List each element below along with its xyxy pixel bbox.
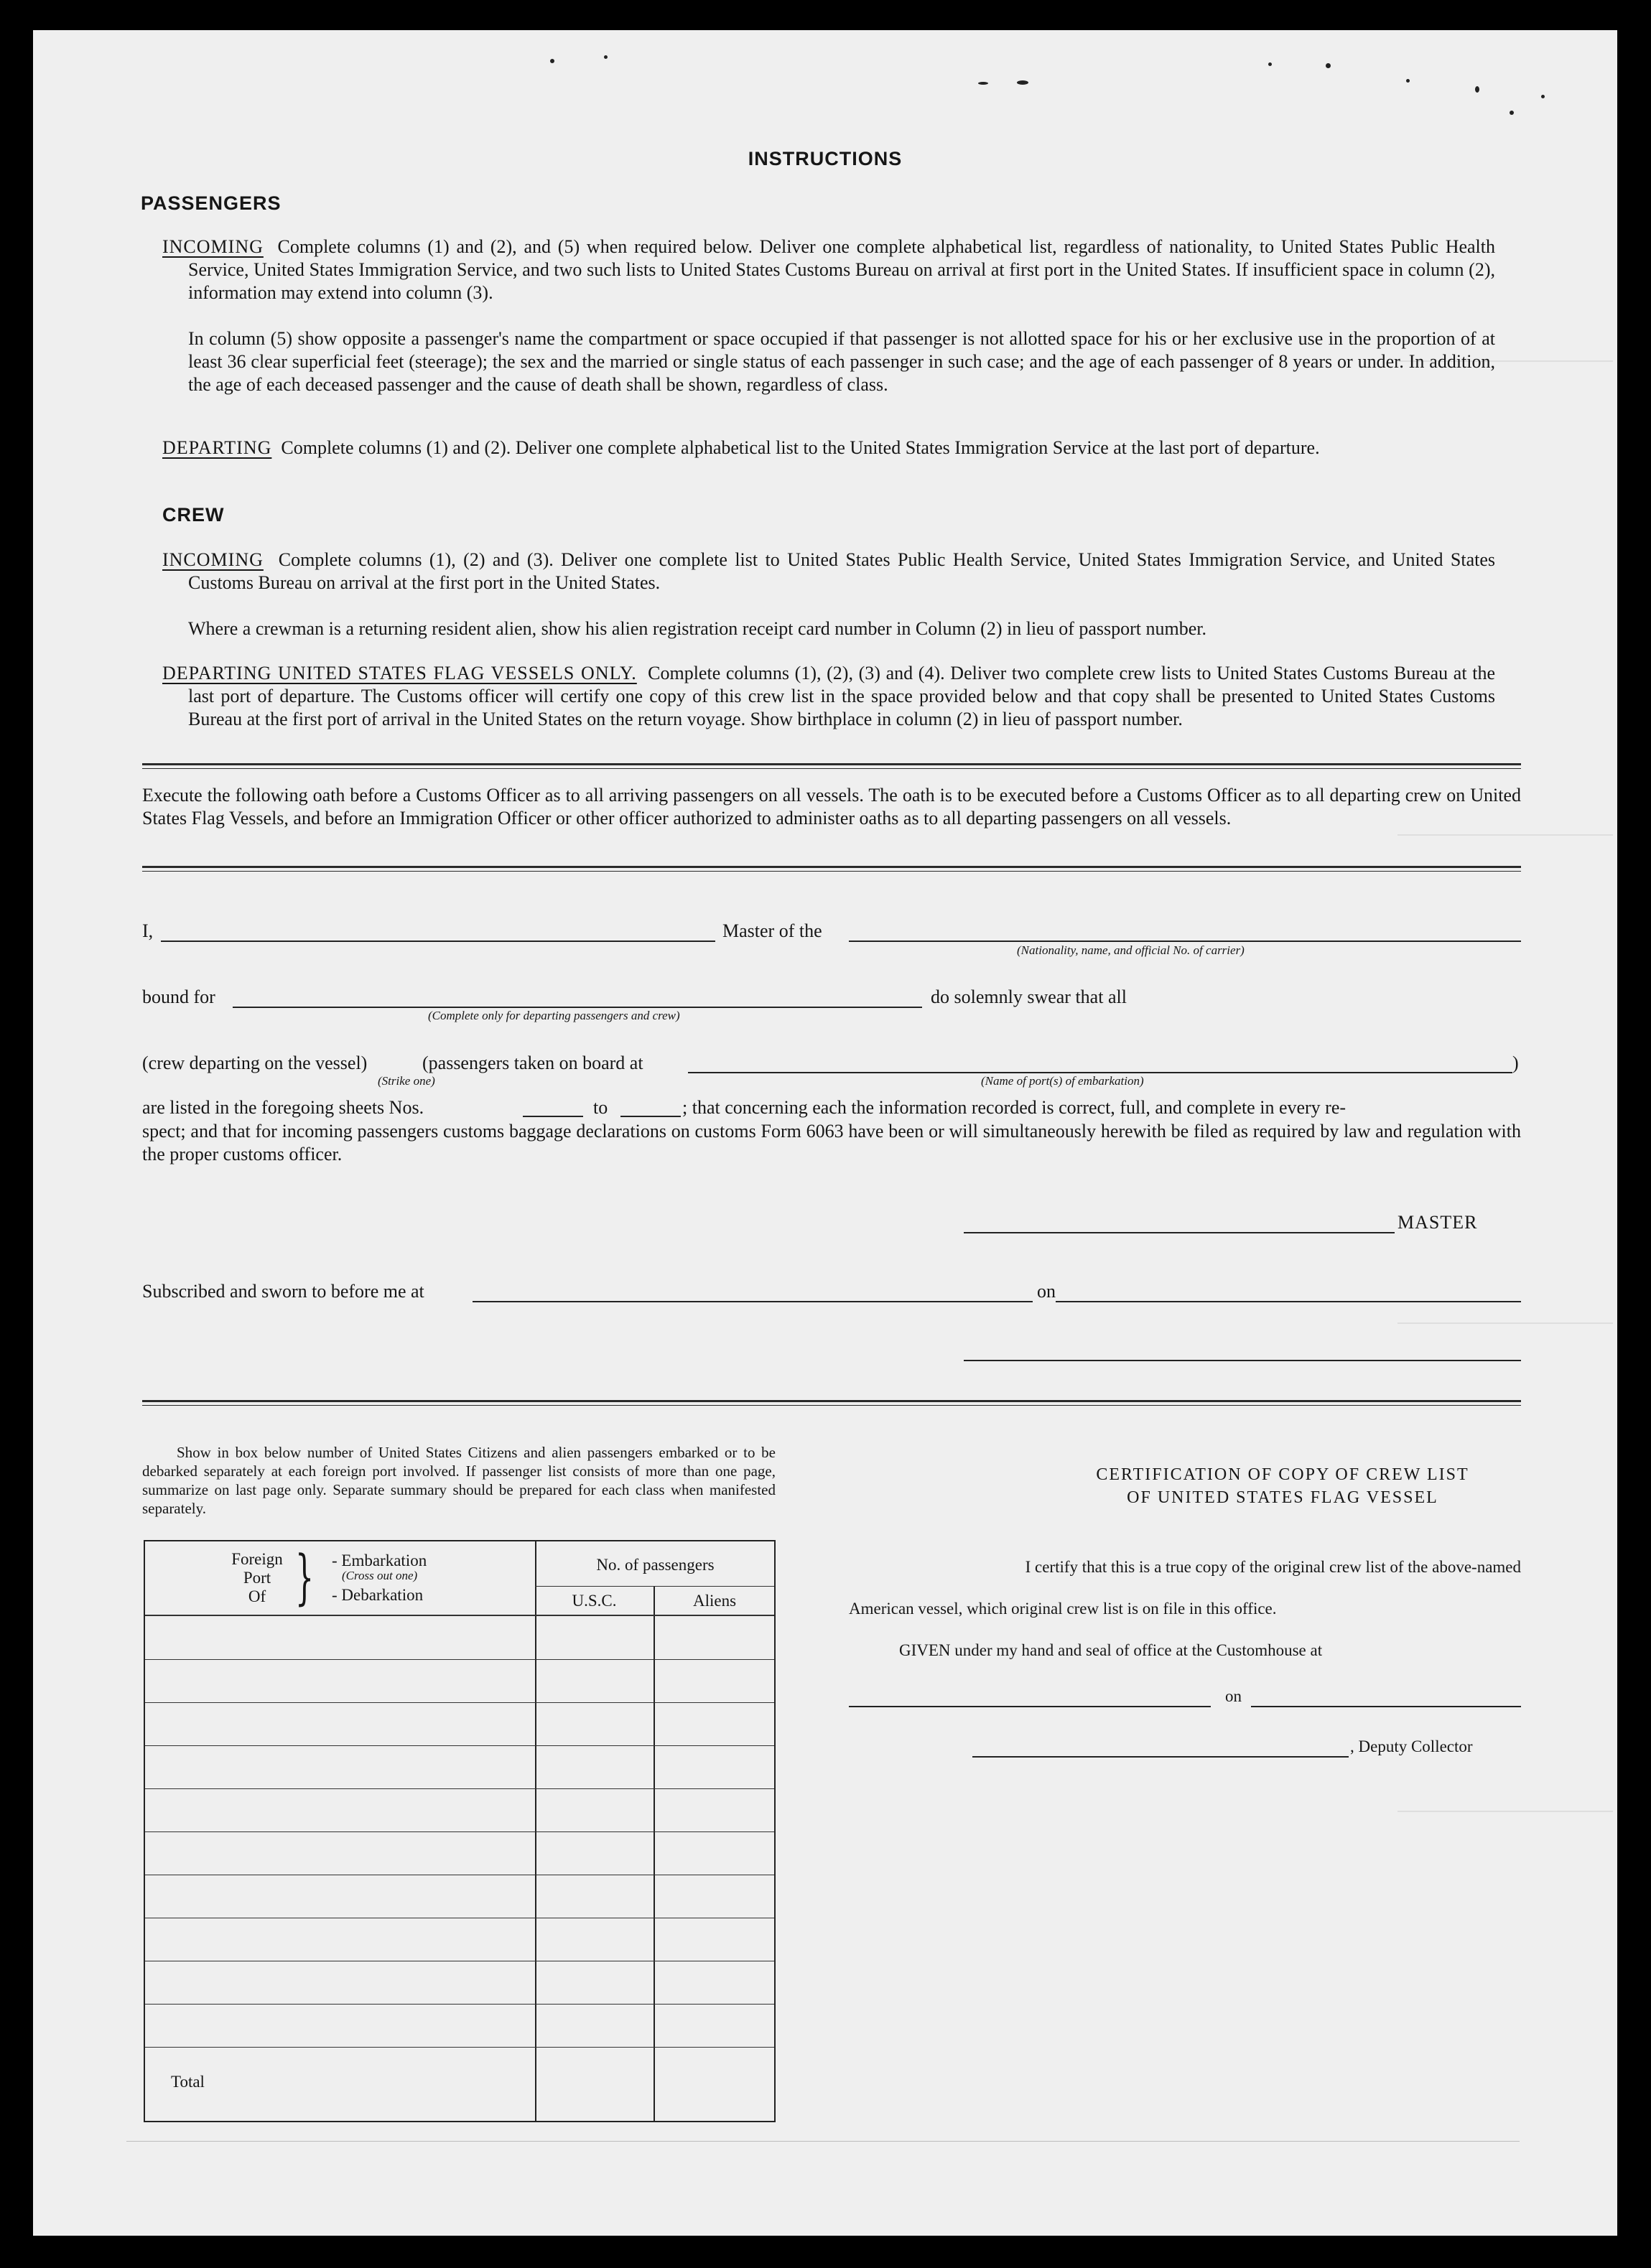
deputy-collector-label: , Deputy Collector [1350, 1737, 1473, 1755]
usc-header: U.S.C. [572, 1592, 617, 1610]
passengers-departing-label: DEPARTING [162, 437, 272, 458]
summary-instructions: Show in box below number of United States Citizens and alien passengers embarked or to be debarked separately at each foreign port involved. If passenger list consists of more than one page, summarize on last page only. Separate summary should be prepared for each class when manifested separately. [142, 1444, 776, 1517]
bound-for-label: bound for [142, 986, 215, 1007]
table-header-bottom [145, 1615, 774, 1616]
close-paren: ) [1512, 1053, 1519, 1073]
bound-for-caption: (Complete only for departing passengers and crew) [428, 1009, 680, 1022]
table-row-line [145, 1831, 774, 1832]
passenger-summary-table [144, 1540, 776, 2122]
crew-departing-text: Complete columns (1), (2), (3) and (4). Deliver two complete crew lists to United States Customs Bureau at the last port of departure. The Customs officer will certify one copy of this crew list in the space provided below and that copy shall be presented to United States Customs Bureau at the first port of arrival in the United States on the return voyage. Show birthplace in column (2) in lieu of passport number. [188, 663, 1495, 729]
oath-intro-paragraph: Execute the following oath before a Customs Officer as to all arriving passengers on all vessels. The oath is to be executed before a Customs Officer as to all departing crew on United States Flag Vessels, and before an Immigration Officer or other officer authorized to administer oaths as to all departing passengers on all vessels. [142, 785, 1521, 829]
page-bottom-bleed-rule [126, 2141, 1520, 2145]
scan-speck [550, 59, 554, 63]
table-header-divider [535, 1586, 774, 1587]
section-divider [142, 1400, 1521, 1406]
instructions-title: INSTRUCTIONS [748, 148, 903, 169]
bleed-through-mark [1397, 1811, 1613, 1812]
certification-on-label: on [1225, 1687, 1242, 1705]
certification-date-field[interactable] [1251, 1706, 1521, 1707]
passengers-incoming-label: INCOMING [162, 236, 264, 257]
certification-heading: CERTIFICATION OF COPY OF CREW LIST [1096, 1465, 1469, 1484]
given-text: GIVEN under my hand and seal of office at the Customhouse at [899, 1641, 1323, 1659]
passengers-incoming-text: Complete columns (1) and (2), and (5) when required below. Deliver one complete alphabetical list, regardless of nationality, to United States Public Health Service, United States Immigration Service, and two such lists to United States Customs Bureau on arrival at first port in the United States. If insufficient space in column (2), information may extend into column (3). [188, 236, 1495, 303]
certify-text-line2: American vessel, which original crew list is on file in this office. [849, 1600, 1277, 1618]
carrier-field[interactable] [849, 941, 1521, 942]
master-name-field[interactable] [161, 941, 715, 942]
table-row-line [145, 2004, 774, 2005]
crew-resident-paragraph: Where a crewman is a returning resident alien, show his alien registration receipt card number in Column (2) in lieu of passport number. [188, 618, 1207, 639]
sworn-on-label: on [1037, 1281, 1056, 1302]
scan-speck [1326, 63, 1331, 68]
embarkation-port-field[interactable] [688, 1072, 1512, 1073]
table-row-line [145, 1659, 774, 1660]
crew-heading: CREW [162, 504, 225, 526]
passengers-incoming-paragraph [162, 235, 1495, 304]
master-label: MASTER [1397, 1212, 1478, 1233]
scan-speck [1017, 80, 1028, 85]
sheets-label-continued: ; that concerning each the information recorded is correct, full, and complete in every re- [682, 1097, 1347, 1118]
form-page [33, 30, 1617, 2236]
foreign-label: Foreign [231, 1550, 283, 1568]
subscribed-label: Subscribed and sworn to before me at [142, 1281, 424, 1302]
passengers-column5-paragraph: In column (5) show opposite a passenger's name the compartment or space occupied if that passenger is not allotted space for his or her exclusive use in the proportion of at least 36 clear superficial feet (steerage); the sex and the married or single status of each passenger in such case; and the age of each passenger of 8 years or under. In addition, the age of each deceased passenger and the cause of death shall be shown, regardless of class. [188, 328, 1495, 395]
officer-signature-field[interactable] [964, 1360, 1521, 1361]
table-row-line [145, 1788, 774, 1789]
bleed-through-mark [1397, 834, 1613, 836]
section-divider [142, 866, 1521, 872]
table-row-line [145, 2047, 774, 2048]
sheets-to-field[interactable] [620, 1116, 681, 1117]
scan-speck [1475, 86, 1479, 93]
brace-glyph: } [295, 1544, 315, 1612]
scan-speck [604, 55, 608, 59]
deputy-collector-signature-field[interactable] [972, 1756, 1349, 1758]
master-of-label: Master of the [722, 920, 822, 941]
section-divider [142, 763, 1521, 769]
strike-one-caption: (Strike one) [378, 1074, 435, 1088]
embarkation-caption: (Name of port(s) of embarkation) [981, 1074, 1144, 1088]
embarkation-option[interactable]: - Embarkation [332, 1551, 427, 1569]
passengers-departing-paragraph [162, 437, 1495, 459]
scan-speck [1268, 62, 1272, 66]
table-row-line [145, 1745, 774, 1746]
crew-departing-option[interactable]: (crew departing on the vessel) [142, 1053, 368, 1073]
master-signature-field[interactable] [964, 1232, 1395, 1233]
debarkation-option[interactable]: - Debarkation [332, 1586, 424, 1604]
baggage-declaration-text: spect; and that for incoming passengers customs baggage declarations on customs Form 6063 have been or will simultaneously herewith be filed as required by law and regulation with the proper customs officer. [142, 1121, 1521, 1165]
certify-text-line1: I certify that this is a true copy of the original crew list of the above-named [1025, 1558, 1521, 1576]
scan-speck [1510, 111, 1514, 115]
certification-subheading: OF UNITED STATES FLAG VESSEL [1127, 1488, 1438, 1507]
table-column-divider [654, 1586, 655, 2121]
port-label: Port [243, 1569, 271, 1587]
crew-incoming-text: Complete columns (1), (2) and (3). Deliver one complete list to United States Public Health Service, United States Immigration Service, and United States Customs Bureau on arrival at the first port in the United States. [188, 549, 1495, 593]
crew-incoming-label: INCOMING [162, 549, 264, 570]
crew-departing-paragraph [162, 662, 1495, 731]
solemnly-swear-label: do solemnly swear that all [931, 986, 1127, 1007]
oath-i-label: I, [142, 920, 154, 941]
cross-out-caption: (Cross out one) [342, 1569, 418, 1582]
sheets-from-field[interactable] [523, 1116, 583, 1117]
passengers-heading: PASSENGERS [141, 192, 282, 214]
passengers-departing-text: Complete columns (1) and (2). Deliver one complete alphabetical list to the United States Immigration Service at the last port of departure. [281, 437, 1320, 458]
passengers-taken-option[interactable]: (passengers taken on board at [422, 1053, 643, 1073]
aliens-header: Aliens [692, 1592, 737, 1610]
sworn-place-field[interactable] [473, 1301, 1033, 1302]
carrier-caption: (Nationality, name, and official No. of carrier) [1017, 943, 1245, 957]
bound-for-field[interactable] [233, 1007, 922, 1008]
sheets-label: are listed in the foregoing sheets Nos. [142, 1097, 424, 1118]
no-of-passengers-header: No. of passengers [596, 1556, 715, 1574]
scan-speck [1541, 95, 1545, 98]
scan-speck [978, 82, 988, 85]
total-label: Total [171, 2073, 205, 2091]
customhouse-field[interactable] [849, 1706, 1211, 1707]
bleed-through-mark [1397, 1322, 1613, 1324]
of-label: Of [248, 1587, 266, 1605]
sworn-date-field[interactable] [1056, 1301, 1521, 1302]
crew-incoming-paragraph [162, 549, 1495, 594]
scan-speck [1406, 79, 1410, 83]
table-row-line [145, 1702, 774, 1703]
crew-departing-label: DEPARTING UNITED STATES FLAG VESSELS ONLY. [162, 663, 637, 683]
sheets-to-label: to [593, 1097, 608, 1118]
